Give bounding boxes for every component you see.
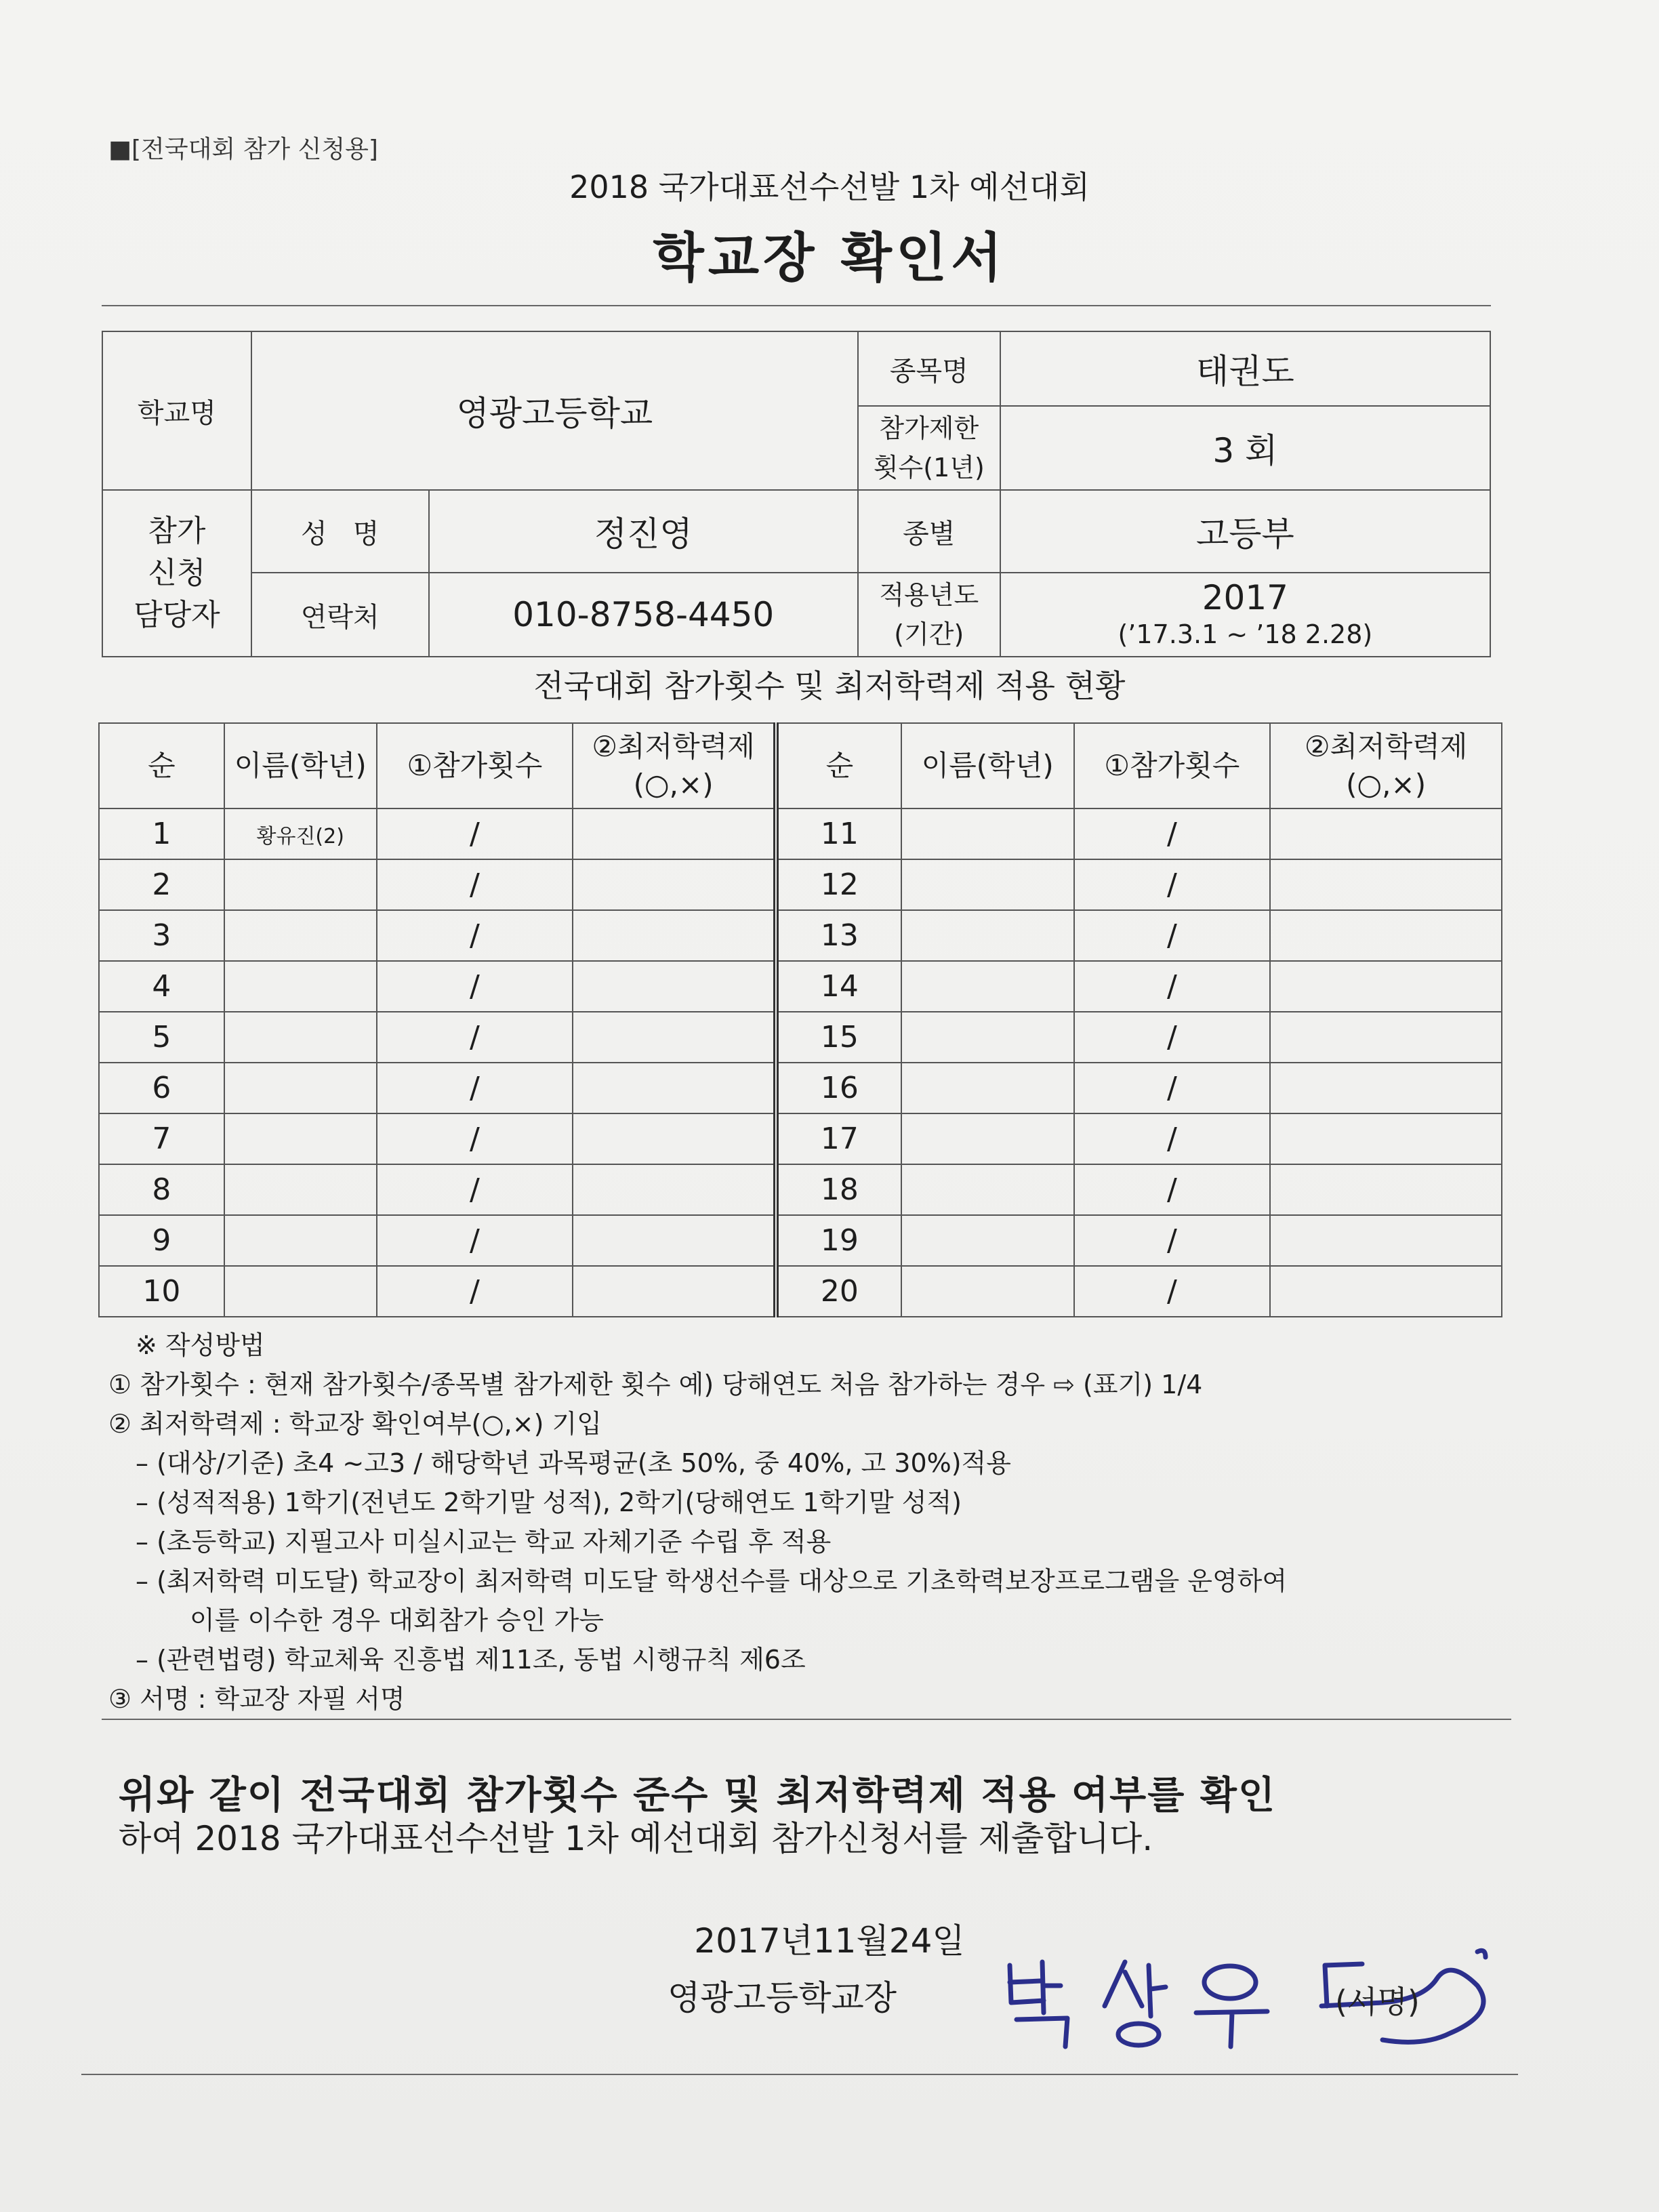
table-row: 3 / 13 / [99,910,1502,961]
col-min-grade: ②최저학력제 (○,×) [573,723,776,808]
col-name: 이름(학년) [224,723,377,808]
sport-value: 태권도 [1000,331,1490,406]
division-value: 고등부 [1000,490,1490,573]
year-value: 2017 (’17.3.1 ~ ’18 2.28) [1000,573,1490,657]
sport-label: 종목명 [858,331,1000,406]
instruction-item: – (대상/기준) 초4 ~고3 / 해당학년 과목평균(초 50%, 중 40%, 고 30%)적용 [136,1448,1011,1478]
contact-value: 010-8758-4450 [429,573,858,657]
instruction-item: – (최저학력 미도달) 학교장이 최저학력 미도달 학생선수를 대상으로 기초학력보장프로그램을 운영하여 [136,1566,1288,1596]
instruction-item: ① 참가횟수 : 현재 참가횟수/종목별 참가제한 횟수 예) 당해연도 처음 참가하는 경우 ⇨ (표기) 1/4 [108,1370,1203,1399]
year-label: 적용년도 (기간) [858,573,1000,657]
table-row: 7 / 17 / [99,1113,1502,1164]
table-row: 6 / 16 / [99,1063,1502,1113]
instruction-item: ② 최저학력제 : 학교장 확인여부(○,×) 기입 [108,1409,602,1439]
confirmation-line-2: 하여 2018 국가대표선수선발 1차 예선대회 참가신청서를 제출합니다. [119,1819,1153,1858]
table-row: 5 / 15 / [99,1012,1502,1063]
instructions [108,1326,1287,1719]
division-label: 종별 [858,490,1000,573]
name-value: 정진영 [429,490,858,573]
col-count: ①참가횟수 [1074,723,1271,808]
signature-placeholder: (서명) [1335,1984,1420,2020]
notes-rule [102,1719,1511,1720]
confirmation-line-1: 위와 같이 전국대회 참가횟수 준수 및 최저학력제 적용 여부를 확인 [119,1774,1277,1818]
bottom-rule [81,2074,1518,2075]
handwritten-signature [1003,1938,1532,2053]
col-count: ①참가횟수 [377,723,573,808]
col-no: 순 [776,723,901,808]
contact-label: 연락처 [251,573,429,657]
table-row: 8 / 18 / [99,1164,1502,1215]
col-no: 순 [99,723,224,808]
form-type-tag: ■[전국대회 참가 신청용] [108,136,378,163]
issue-date: 2017년11월24일 [694,1921,965,1961]
school-value: 영광고등학교 [251,331,858,490]
school-label: 학교명 [102,331,251,490]
name-label: 성 명 [251,490,429,573]
table-row: 1 황유진(2) / 11 / [99,808,1502,859]
table-row: 2 / 12 / [99,859,1502,910]
table-row: 9 / 19 / [99,1215,1502,1266]
table-row: 4 / 14 / [99,961,1502,1012]
limit-label: 참가제한 횟수(1년) [858,406,1000,490]
instruction-item: – (성적적용) 1학기(전년도 2학기말 성적), 2학기(당해연도 1학기말 성적) [136,1488,962,1517]
document-subtitle: 2018 국가대표선수선발 1차 예선대회 [569,169,1090,205]
roster-table [98,722,1502,1317]
table-row: 10 / 20 / [99,1266,1502,1317]
document-title: 학교장 확인서 [653,228,1006,289]
section-title: 전국대회 참가횟수 및 최저학력제 적용 현황 [533,668,1126,704]
col-name: 이름(학년) [901,723,1074,808]
limit-value: 3 회 [1000,406,1490,490]
instructions-heading: ※ 작성방법 [136,1330,265,1360]
student-name: 황유진(2) [224,808,377,859]
col-min-grade: ②최저학력제 (○,×) [1270,723,1502,808]
info-table [102,331,1491,657]
manager-label: 참가 신청 담당자 [102,490,251,657]
instruction-item: – (초등학교) 지필고사 미실시교는 학교 자체기준 수립 후 적용 [136,1527,832,1557]
principal-title: 영광고등학교장 [668,1978,897,2018]
instruction-item: – (관련법령) 학교체육 진흥법 제11조, 동법 시행규칙 제6조 [136,1645,806,1675]
instruction-item: ③ 서명 : 학교장 자필 서명 [108,1684,405,1714]
instruction-item: 이를 이수한 경우 대회참가 승인 가능 [190,1605,605,1635]
top-rule [102,305,1491,306]
